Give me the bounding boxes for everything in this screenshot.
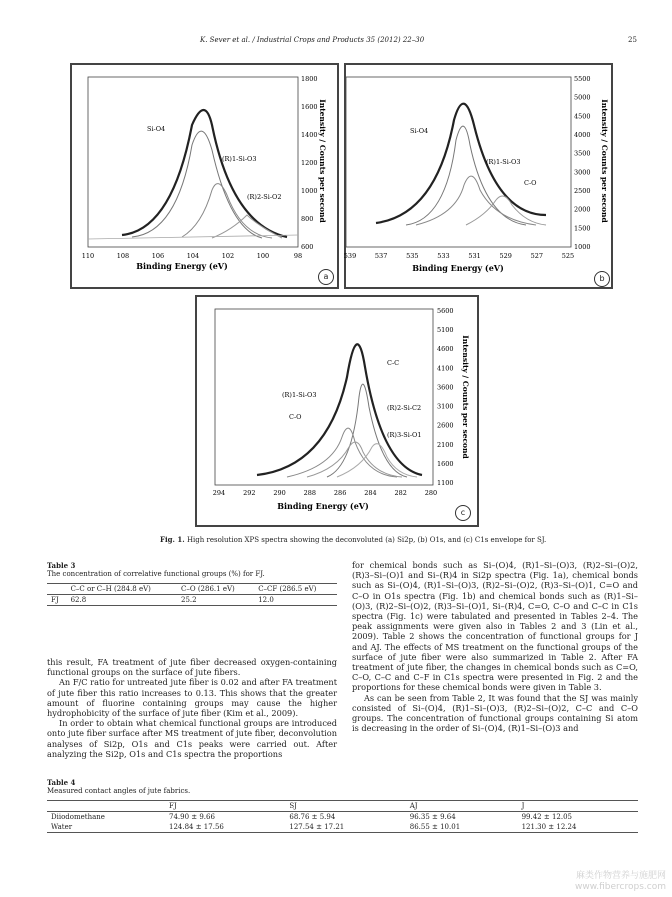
table-header-cell: C–CF (286.5 eV) [258, 585, 317, 593]
y-tick-label: 5500 [574, 75, 591, 83]
left-column-text [47, 657, 337, 759]
x-tick-label: 529 [499, 252, 512, 260]
y-tick-label: 2100 [437, 440, 454, 449]
y-tick-label: 5100 [437, 326, 454, 335]
x-tick-label: 100 [256, 252, 270, 260]
component-peak [466, 196, 546, 225]
table-header-cell: SJ [289, 802, 297, 810]
table-row [47, 595, 337, 606]
x-tick-label: 531 [468, 252, 481, 260]
c1s-spectrum-plot [197, 297, 477, 525]
paragraph: As can be seen from Table 2, It was found that the SJ was mainly consisted of Si–(O)4, (R)1–Si–(O)3, (R)2–Si–(O)2, C–C and C–O groups. The concentration of functional groups containing Si atom is decreasing in the order of Si–(O)4, (R)1–Si–(O)3 and [352, 692, 638, 734]
table-header-cell: FJ [169, 802, 177, 810]
x-tick-label: 525 [561, 252, 575, 260]
paragraph: An F/C ratio for untreated jute fiber is 0.02 and after FA treatment of jute fiber this ratio increases to 0.13. This shows that the greater amount of fluorine containing groups may cause the higher hydrophobicity of the surface of jute fiber (Kim et al., 2009). [47, 677, 337, 719]
peak-label: Si-O4 [147, 125, 166, 133]
y-tick-label: 1400 [301, 131, 318, 139]
y-tick-label: 4600 [437, 345, 454, 354]
table-cell: FJ [51, 596, 59, 604]
y-axis-label: Intensity / Counts per second [600, 99, 609, 223]
x-tick-label: 110 [81, 252, 95, 260]
table-title: Table 3 [47, 561, 76, 570]
component-peak [416, 176, 536, 225]
peak-label: C-C [387, 359, 400, 367]
table-3 [47, 561, 337, 606]
x-tick-label: 292 [243, 489, 256, 497]
x-tick-label: 527 [530, 252, 544, 260]
table-cell: 25.2 [181, 596, 197, 604]
y-tick-labels [437, 307, 454, 487]
x-axis-label: Binding Energy (eV) [277, 501, 369, 511]
peak-label: Si-O4 [410, 127, 429, 135]
table-cell: 99.42 ± 12.05 [521, 813, 572, 821]
x-tick-label: 539 [343, 252, 357, 260]
table-header-cell: C–C or C–H (284.8 eV) [70, 585, 151, 593]
table-cell: Water [51, 823, 73, 831]
o1s-spectrum-plot [343, 65, 611, 287]
page-number: 25 [628, 36, 637, 44]
caption-text: High resolution XPS spectra showing the deconvoluted (a) Si2p, (b) O1s, and (c) C1s envelope for SJ. [186, 536, 547, 544]
component-peak [287, 428, 397, 477]
x-tick-label: 537 [374, 252, 388, 260]
panel-letter-a: a [318, 269, 334, 285]
table-cell: 127.54 ± 17.21 [289, 823, 345, 831]
component-peak [307, 442, 402, 477]
y-tick-label: 1500 [574, 224, 591, 233]
y-tick-label: 1000 [301, 187, 318, 195]
peak-label: C-O [524, 179, 537, 187]
table-cell: 86.55 ± 10.01 [409, 823, 461, 831]
y-tick-label: 600 [301, 243, 314, 251]
watermark-line: www.fibercrops.com [575, 882, 666, 892]
y-tick-label: 4100 [437, 364, 454, 373]
component-peak [406, 126, 526, 225]
panel-letter-b: b [594, 271, 610, 287]
y-tick-labels [301, 75, 318, 251]
figure-panel-c [195, 295, 479, 527]
table-4 [47, 778, 638, 833]
y-tick-label: 4000 [574, 131, 591, 139]
peak-label: (R)1-Si-O3 [222, 155, 257, 163]
x-tick-label: 282 [394, 489, 407, 497]
y-tick-label: 3500 [574, 149, 591, 158]
x-tick-label: 284 [364, 489, 377, 497]
y-tick-label: 800 [301, 215, 314, 223]
table-cell: 124.84 ± 17.56 [169, 823, 224, 831]
peak-label: (R)1-Si-O3 [486, 158, 521, 166]
table-cell: 68.76 ± 5.94 [289, 813, 336, 821]
peak-label: C-O [289, 413, 302, 421]
y-tick-label: 2500 [574, 187, 591, 195]
right-column-text [352, 560, 638, 733]
x-tick-label: 106 [151, 252, 165, 260]
table-caption: Measured contact angles of jute fabrics. [47, 787, 191, 795]
y-tick-label: 1600 [437, 459, 454, 468]
table-caption: The concentration of correlative functional groups (%) for FJ. [47, 570, 265, 578]
y-tick-label: 3000 [574, 168, 591, 177]
y-tick-label: 5600 [437, 307, 454, 315]
table-row [47, 822, 638, 833]
x-axis-label: Binding Energy (eV) [136, 261, 228, 271]
table-cell: 96.35 ± 9.64 [409, 813, 456, 821]
y-tick-label: 1000 [574, 243, 591, 251]
si2p-spectrum-plot [72, 65, 337, 287]
peak-label: (R)1-Si-O3 [282, 391, 317, 399]
figure-panel-b [344, 63, 613, 289]
x-tick-labels [82, 252, 302, 260]
y-tick-label: 1100 [437, 479, 454, 487]
watermark [575, 871, 666, 893]
table-header-cell [47, 801, 165, 812]
panel-letter-c: c [455, 505, 471, 521]
x-tick-label: 535 [406, 252, 419, 260]
x-tick-labels [213, 489, 437, 497]
y-tick-label: 3100 [437, 402, 454, 411]
figure-panel-a [70, 63, 339, 289]
paragraph: In order to obtain what chemical functional groups are introduced onto jute fiber surface after MS treatment of jute fiber, deconvolution analyses of Si2p, O1s and C1s peaks were carried out. After analyzing the Si2p, O1s and C1s spectra the proportions [47, 718, 337, 759]
table-header-cell: AJ [409, 802, 418, 810]
x-tick-label: 288 [303, 489, 317, 497]
y-tick-label: 1800 [301, 75, 318, 83]
x-tick-label: 533 [437, 252, 450, 260]
paragraph: for chemical bonds such as Si–(O)4, (R)1–Si–(O)3, (R)2–Si–(O)2, (R)3–Si–(O)1 and Si–(R)4 in Si2p spectra (Fig. 1a), chemical bonds such as Si–(O)4, (R)1–Si–(O)3, (R)2–Si–(O)2, (R)3–Si–(O)1, C=O and C–O in O1s spectra (Fig. 1b) and chemical bonds such as (R)1–Si–(O)3, (R)2–Si–(O)2, (R)3–Si–(O)1, Si–(R)4, C=O, C–O and C–C in C1s spectra (Fig. 1c) were tabulated and presented in Tables 2–4. The peak assignments were given also in Tables 2 and 3 (Lin et al., 2009). Table 2 shows the concentration of functional groups for J and AJ. The effects of MS treatment on the functional groups of the surface of jute fiber were also summarized in Table 2. After FA treatment of jute fiber, the changes in chemical bonds such as C=O, C–O, C–C and C–F in C1s spectra were presented in Fig. 2 and the proportions for these chemical bonds were given in Table 3. [352, 560, 638, 693]
journal-citation: K. Sever et al. / Industrial Crops and Products 35 (2012) 22–30 [200, 36, 425, 44]
table-header-cell: J [521, 802, 525, 810]
x-tick-label: 104 [186, 252, 200, 260]
component-peak [182, 184, 272, 238]
x-tick-label: 290 [273, 489, 286, 497]
x-tick-label: 108 [116, 252, 130, 260]
table-header-cell: C–O (286.1 eV) [181, 585, 235, 593]
watermark-line: 麻类作物营养与施肥网 [575, 871, 666, 881]
table-row [47, 812, 638, 823]
y-tick-label: 1600 [301, 103, 318, 111]
y-tick-label: 1200 [301, 159, 318, 167]
peak-label: (R)3-Si-O1 [387, 431, 422, 439]
table-cell: 62.8 [70, 596, 87, 604]
table-title: Table 4 [47, 778, 76, 787]
y-tick-label: 5000 [574, 93, 591, 102]
x-tick-labels [344, 252, 574, 260]
table-cell: 74.90 ± 9.66 [169, 813, 215, 821]
table-cell: 12.0 [258, 596, 274, 604]
table-cell: 121.30 ± 12.24 [521, 823, 577, 831]
x-tick-label: 280 [424, 489, 438, 497]
x-tick-label: 102 [221, 252, 235, 260]
x-tick-label: 98 [293, 252, 303, 260]
figure-caption [160, 535, 546, 544]
peak-label: (R)2-Si-C2 [387, 404, 422, 412]
x-tick-label: 286 [333, 489, 347, 497]
y-tick-label: 2000 [574, 205, 591, 214]
table-header-cell [47, 584, 67, 595]
y-tick-label: 2600 [437, 421, 454, 430]
x-tick-label: 294 [212, 489, 226, 497]
y-tick-labels [574, 75, 591, 251]
envelope-curve [376, 104, 546, 223]
table-cell: Diiodomethane [51, 813, 105, 821]
paragraph: this result, FA treatment of jute fiber decreased oxygen-containing functional groups on the surface of jute fibers. [47, 657, 337, 678]
y-axis-label: Intensity / Counts per second [461, 335, 470, 459]
x-axis-label: Binding Energy (eV) [412, 263, 504, 273]
peak-label: (R)2-Si-O2 [247, 193, 282, 201]
y-tick-label: 4500 [574, 112, 591, 121]
y-tick-label: 3600 [437, 383, 454, 392]
caption-label: Fig. 1. [160, 535, 185, 544]
y-axis-label: Intensity / Counts per second [318, 99, 327, 223]
